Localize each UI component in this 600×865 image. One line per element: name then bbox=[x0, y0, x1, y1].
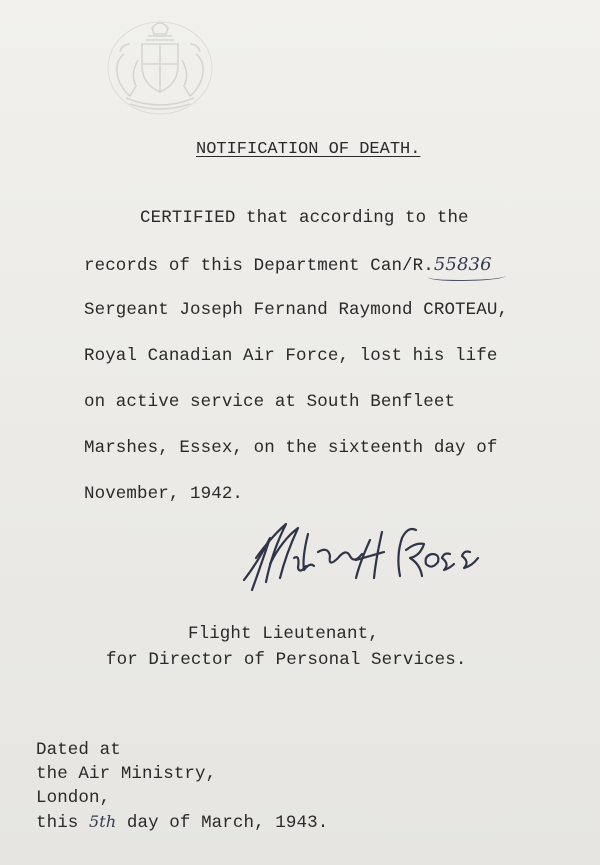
dated-line-3: London, bbox=[36, 788, 111, 808]
day-number: 5th bbox=[89, 812, 117, 831]
dated-prefix: this bbox=[36, 813, 79, 833]
signatory-rank: Flight Lieutenant, bbox=[188, 624, 379, 644]
body-line-1: CERTIFIED that according to the bbox=[140, 208, 469, 228]
body-line-2-text: records of this Department Can/R. bbox=[84, 256, 434, 276]
document-title: NOTIFICATION OF DEATH. bbox=[196, 140, 421, 159]
dated-line-1: Dated at bbox=[36, 740, 121, 760]
body-line-4: Royal Canadian Air Force, lost his life bbox=[84, 346, 498, 366]
body-line-6: Marshes, Essex, on the sixteenth day of bbox=[84, 438, 498, 458]
royal-coat-of-arms-embossed-seal-icon bbox=[100, 12, 220, 120]
body-line-2 bbox=[84, 254, 492, 276]
handwritten-signature bbox=[236, 520, 498, 600]
dated-line-2: the Air Ministry, bbox=[36, 764, 217, 784]
dated-line-4 bbox=[36, 812, 328, 833]
body-line-3: Sergeant Joseph Fernand Raymond CROTEAU, bbox=[84, 300, 509, 320]
signatory-office: for Director of Personal Services. bbox=[106, 650, 467, 670]
service-number: 55836 bbox=[433, 254, 492, 275]
body-line-5: on active service at South Benfleet bbox=[84, 392, 456, 412]
body-line-7: November, 1942. bbox=[84, 484, 244, 504]
dated-suffix: day of March, 1943. bbox=[126, 813, 329, 833]
